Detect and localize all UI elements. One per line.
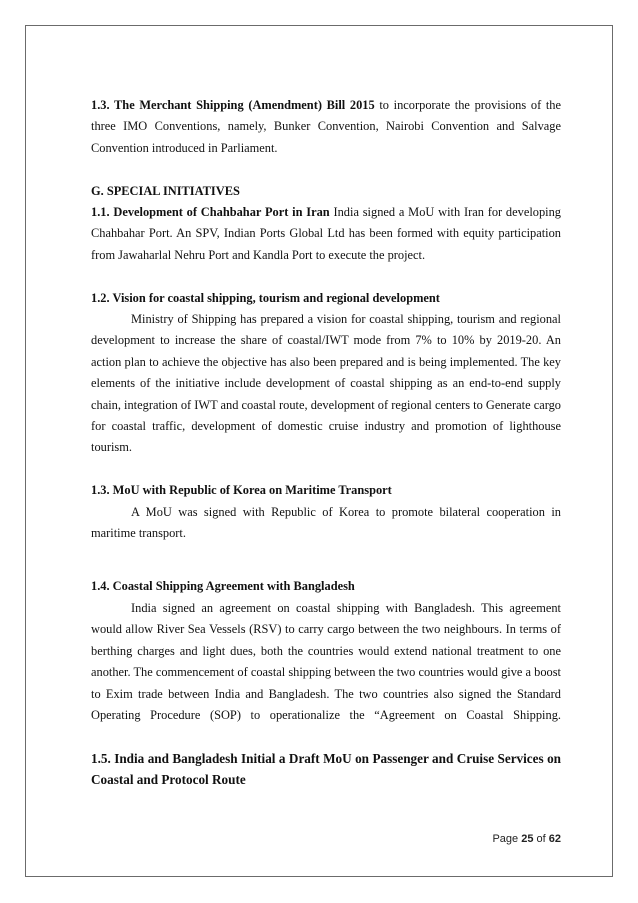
- text-coastal-vision: Ministry of Shipping has prepared a vision for coastal shipping, tourism and regional development to increase the share of coastal/IWT mode from 7% to 10% by 2019-20. An action plan to achieve the objective has also been prepared and is being implemented. The key elements of the initiative include development of coastal shipping as an end-to-end supply chain, integration of IWT and coastal route, development of regional centers to Generate cargo for coastal traffic, development of domestic cruise industry and promotion of lighthouse tourism.: [91, 312, 561, 455]
- page-number: 25: [521, 833, 534, 845]
- document-body: [91, 95, 561, 791]
- heading-merchant-shipping-bill: 1.3. The Merchant Shipping (Amendment) Bill 2015: [91, 98, 375, 112]
- text-korea-mou: A MoU was signed with Republic of Korea to promote bilateral cooperation in maritime transport.: [91, 504, 561, 541]
- paragraph-chahbahar-port: [91, 202, 561, 266]
- text-bangladesh-agreement: India signed an agreement on coastal shipping with Bangladesh. This agreement would allow River Sea Vessels (RSV) to carry cargo between the two neighbours. In terms of berthing charges and light dues, both the countries would extend national treatment to one another. The commencement of coastal shipping between the two countries would give a boost to Exim trade between India and Bangladesh. The two countries also signed the Standard Operating Procedure (SOP) to operationalize the “Agreement on Coastal Shipping.: [91, 600, 561, 722]
- of-label: of: [533, 833, 549, 845]
- page-label: Page: [492, 833, 522, 845]
- paragraph-merchant-shipping-bill: [91, 95, 561, 159]
- heading-passenger-cruise-mou: 1.5. India and Bangladesh Initial a Draft MoU on Passenger and Cruise Services on Coastal and Protocol Route: [91, 750, 561, 788]
- heading-bangladesh-agreement: 1.4. Coastal Shipping Agreement with Bangladesh: [91, 579, 355, 594]
- heading-chahbahar-port: 1.1. Development of Chahbahar Port in Iran: [91, 205, 330, 220]
- text-chahbahar-port: India signed a MoU with Iran for developing Chahbahar Port. An SPV, Indian Ports Global Ltd has been formed with equity participation from Jawaharlal Nehru Port and Kandla Port to execute the project.: [91, 205, 561, 262]
- heading-coastal-vision: 1.2. Vision for coastal shipping, tourism and regional development: [91, 290, 440, 305]
- text-merchant-shipping-bill: to incorporate the provisions of the three IMO Conventions, namely, Bunker Convention, Nairobi Convention and Salvage Convention introduced in Parliament.: [91, 98, 562, 155]
- section-heading-special-initiatives: G. SPECIAL INITIATIVES: [91, 183, 240, 198]
- heading-korea-mou: 1.3. MoU with Republic of Korea on Maritime Transport: [91, 483, 392, 498]
- page-footer: [400, 833, 561, 845]
- total-pages: 62: [548, 833, 561, 845]
